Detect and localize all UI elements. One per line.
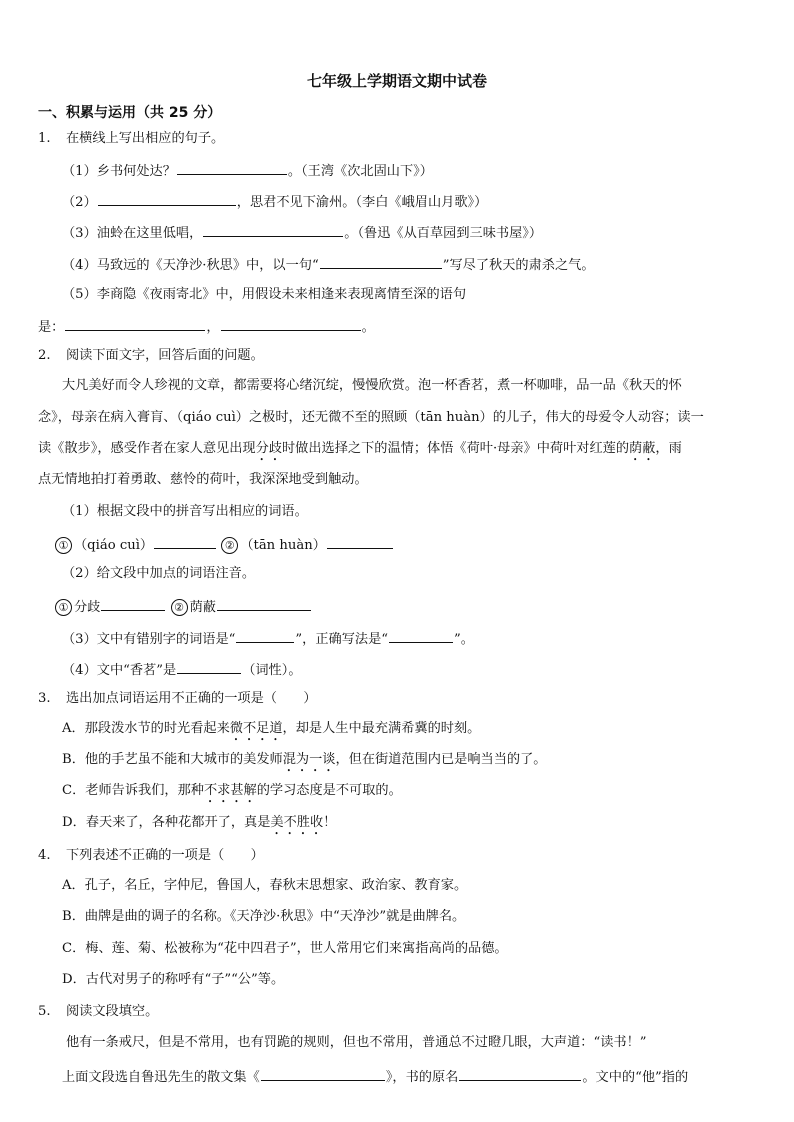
exam-title: 七年级上学期语文期中试卷 [306,72,487,90]
answer-blank[interactable] [65,316,205,331]
answer-blank[interactable] [389,628,453,643]
dotted-word: 微不足道 [229,721,283,736]
dotted-word: 不求甚解 [203,783,257,798]
dotted-word: 美不胜收 [270,815,324,830]
q2-passage-line: 读《散步》，感受作者在家人意见出现分歧时做出选择之下的温情；体悟《荷叶·母亲》中荷叶对红莲的荫蔽，雨 [38,441,682,456]
answer-blank[interactable] [101,596,165,611]
q2-sub-3: （3）文中有错别字的词语是“ ”，正确写法是“ ”。 [62,628,474,649]
answer-blank[interactable] [177,659,241,674]
q2-sub-4: （4）文中“香茗”是 （词性）。 [62,659,302,680]
q4-option-b: B．曲牌是曲的调子的名称。《天净沙·秋思》中“天净沙”就是曲牌名。 [62,909,466,924]
answer-blank[interactable] [221,316,361,331]
question-number: 1. [38,131,51,146]
answer-blank[interactable] [203,222,343,237]
question-number: 3. [38,691,51,706]
q1-sub-4: （4）马致远的《天净沙·秋思》中，以一句“ ”写尽了秋天的肃杀之气。 [62,254,595,275]
answer-blank[interactable] [236,628,294,643]
question-number: 2. [38,348,51,363]
circled-number: ② [221,537,238,554]
question-5-stem: 5. 阅读文段填空。 [38,1004,159,1019]
answer-blank[interactable] [320,254,442,269]
dotted-word: 分歧 [255,441,282,456]
answer-blank[interactable] [177,160,287,175]
question-4-stem: 4. 下列表述不正确的一项是（ ） [38,848,264,863]
q3-option-d: D．春天来了，各种花都开了，真是美不胜收！ [62,815,337,830]
answer-blank[interactable] [327,534,393,549]
circled-number: ② [171,599,188,616]
q2-passage-line: 点无情地拍打着勇敢、慈怜的荷叶，我深深地受到触动。 [38,472,368,487]
q1-sub-5-answer: 是： ， 。 [38,316,375,337]
question-1-stem: 1. 在横线上写出相应的句子。 [38,131,225,146]
q4-option-d: D．古代对男子的称呼有“子”“公”等。 [62,972,285,987]
answer-blank[interactable] [217,596,311,611]
q1-sub-1: （1）乡书何处达？ 。（王湾《次北固山下》） [62,160,433,181]
question-2-stem: 2. 阅读下面文字，回答后面的问题。 [38,348,264,363]
answer-blank[interactable] [98,191,236,206]
dotted-word: 荫蔽 [629,441,656,456]
q1-sub-2: （2） ，思君不见下渝州。（李白《峨眉山月歌》） [62,191,487,212]
circled-number: ① [55,599,72,616]
q5-question: 上面文段选自鲁迅先生的散文集《 》，书的原名 。文中的“他”指的 [62,1066,688,1087]
dotted-word: 混为一谈 [282,752,336,767]
q3-option-a: A．那段泼水节的时光看起来微不足道，却是人生中最充满希冀的时刻。 [62,721,481,736]
q3-option-c: C．老师告诉我们，那种不求甚解的学习态度是不可取的。 [62,783,402,798]
q2-passage-line: 念》，母亲在病入膏肓、（qiáo cuì）之极时，还无微不至的照顾（tān huàn）的儿子，伟大的母爱令人动容；读一 [38,410,704,425]
q2-passage-line: 大凡美好而令人珍视的文章，都需要将心绪沉绽，慢慢欣赏。泡一杯香茗，煮一杯咖啡，品一品《秋天的怀 [62,378,682,393]
q4-option-a: A．孔子，名丘，字仲尼，鲁国人，春秋末思想家、政治家、教育家。 [62,878,468,893]
q1-sub-5: （5）李商隐《夜雨寄北》中，用假设未来相逢来表现离情至深的语句 [62,287,467,302]
q1-sub-3: （3）油蛉在这里低唱， 。（鲁迅《从百草园到三味书屋》） [62,222,542,243]
answer-blank[interactable] [261,1066,385,1081]
q2-sub-1: （1）根据文段中的拼音写出相应的词语。 [62,504,308,519]
q2-sub-2-answers: ① 分歧 ② 荫蔽 [55,596,312,617]
q5-passage: 他有一条戒尺，但是不常用，也有罚跪的规则，但也不常用，普通总不过瞪几眼，大声道：“读书！” [66,1035,647,1050]
q4-option-c: C．梅、莲、菊、松被称为“花中四君子”，世人常用它们来寓指高尚的品德。 [62,941,508,956]
answer-blank[interactable] [154,534,216,549]
circled-number: ① [55,537,72,554]
q2-sub-1-answers: ① （qiáo cuì） ② （tān huàn） [55,534,394,555]
section-heading: 一、积累与运用（共 25 分） [38,105,222,121]
q2-sub-2: （2）给文段中加点的词语注音。 [62,566,256,581]
question-number: 4. [38,848,51,863]
answer-blank[interactable] [459,1066,581,1081]
q3-option-b: B．他的手艺虽不能和大城市的美发师混为一谈，但在街道范围内已是响当当的了。 [62,752,547,767]
question-3-stem: 3. 选出加点词语运用不正确的一项是（ ） [38,691,317,706]
question-number: 5. [38,1004,51,1019]
